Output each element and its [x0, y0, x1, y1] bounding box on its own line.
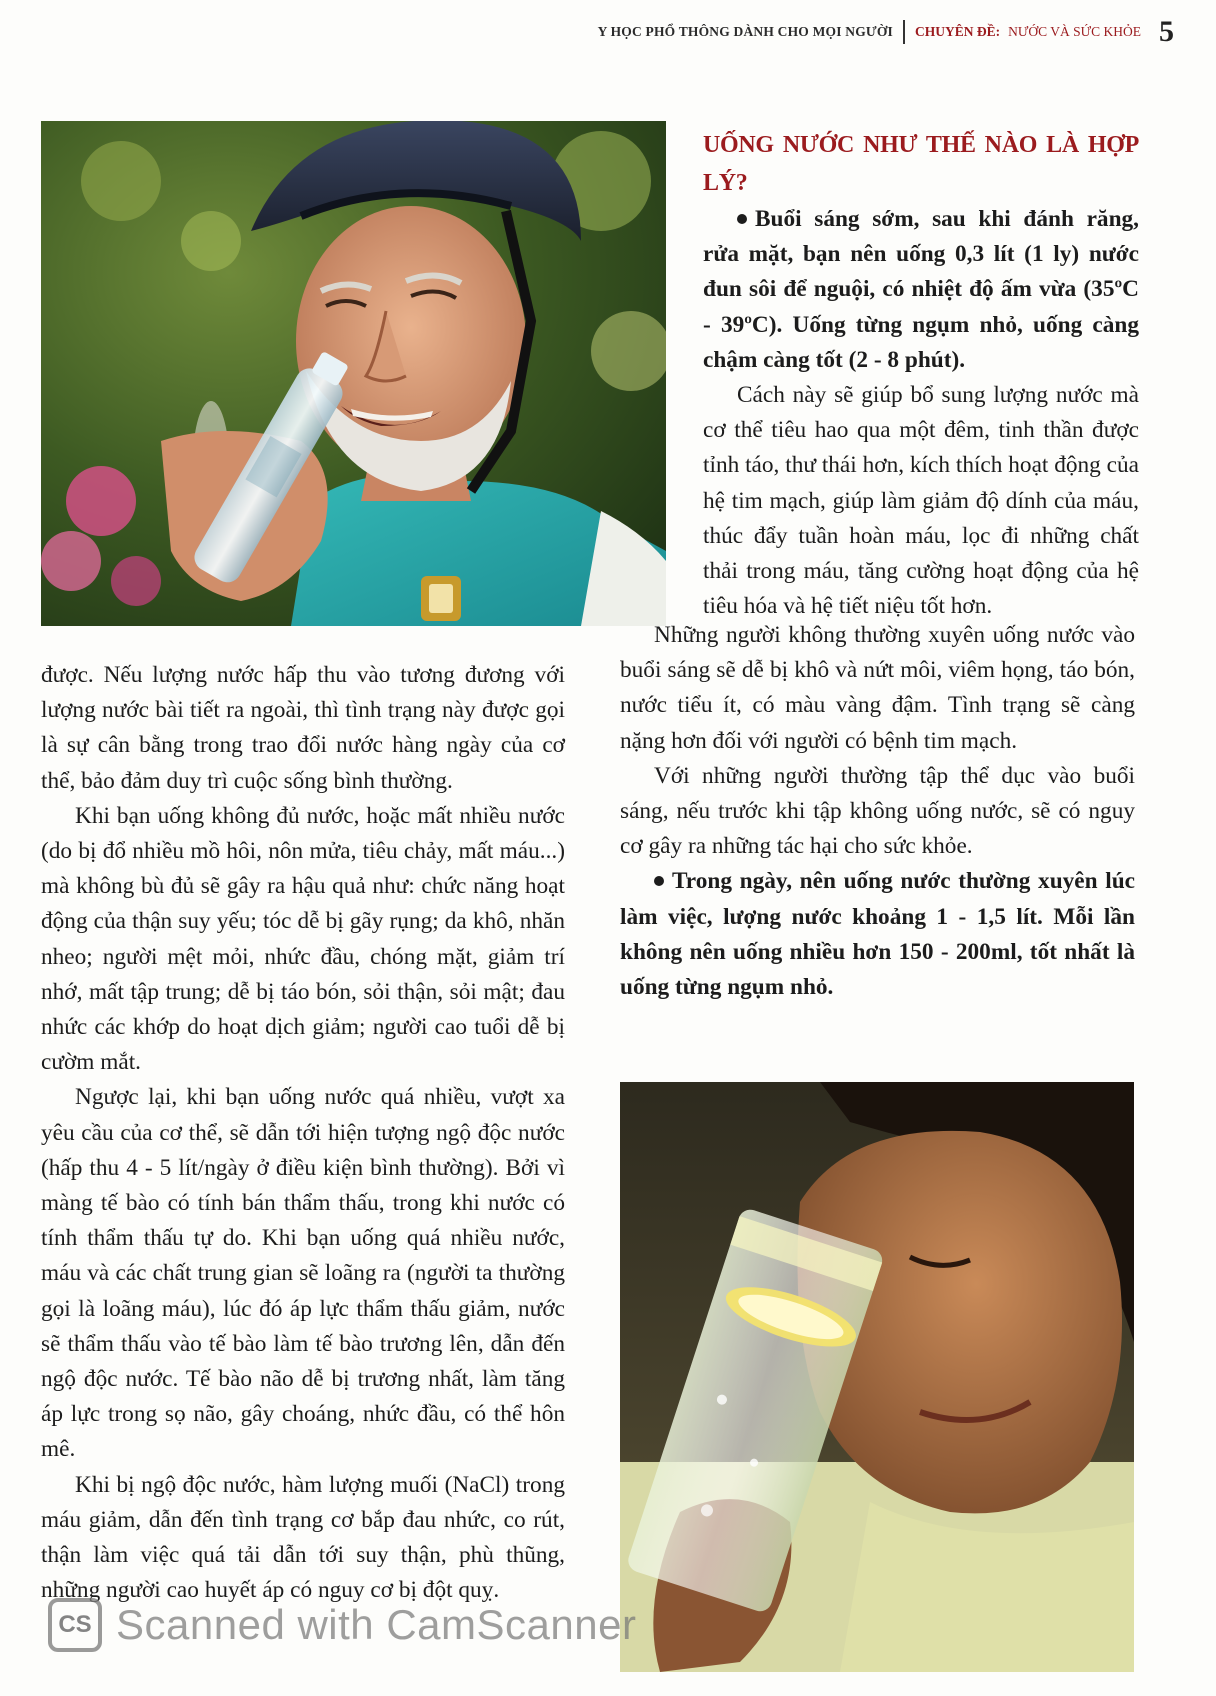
running-header [598, 12, 1174, 52]
photo-man-drinking-water [41, 121, 666, 626]
camscanner-logo-icon: CS [48, 1598, 102, 1652]
section-heading: UỐNG NƯỚC NHƯ THẾ NÀO LÀ HỢP LÝ? [703, 132, 1139, 196]
photo-woman-drinking-water [620, 1082, 1134, 1672]
paragraph-dehydration: Khi bạn uống không đủ nước, hoặc mất nhiều nước (do bị đổ nhiều mồ hôi, nôn mửa, tiêu chảy, mất máu...) mà không bù đủ sẽ gây ra hậu quả như: chức năng hoạt động của thận suy yếu; tóc dễ bị gãy rụng; da khô, nhăn nheo; người mệt mỏi, nhức đầu, chóng mặt, giảm trí nhớ, mất tập trung; dễ bị táo bón, sỏi thận, sỏi mật; đau nhức các khớp do hoạt dịch giảm; người cao tuổi dễ bị cườm mắt. [41, 802, 565, 1076]
bullet-during-day-text: Trong ngày, nên uống nước thường xuyên lúc làm việc, lượng nước khoảng 1 - 1,5 lít. Mỗi lần không nên uống nhiều hơn 150 - 200ml, tốt nhất là uống từng ngụm nhỏ. [620, 868, 1135, 1001]
paragraph-overhydration: Ngược lại, khi bạn uống nước quá nhiều, vượt xa yêu cầu của cơ thể, sẽ dẫn tới hiện tượng ngộ độc nước (hấp thu 4 - 5 lít/ngày ở điều kiện bình thường). Bởi vì màng tế bào có tính bán thẩm thấu, trong khi nước có tính thẩm thấu tự do. Khi bạn uống quá nhiều nước, máu và các chất trung gian sẽ loãng ra (người ta thường gọi là loãng máu), lúc đó áp lực thẩm thấu giảm, nước sẽ thẩm thấu vào tế bào làm tế bào trương lên, dẫn đến ngộ độc nước. Tế bào não dễ bị trương nhất, làm tăng áp lực trong sọ não, gây choáng, nhức đầu, có thể hôn mê. [41, 1084, 565, 1463]
publication-title: Y HỌC PHỔ THÔNG DÀNH CHO MỌI NGƯỜI [597, 24, 894, 39]
paragraph-benefits: Cách này sẽ giúp bổ sung lượng nước mà cơ thể tiêu hao qua một đêm, tinh thần được tỉnh táo, thư thái hơn, kích thích hoạt động của hệ tim mạch, giúp làm giảm độ dính của máu, thúc đẩy tuần hoàn máu, lọc đi những chất thải trong máu, tăng cường hoạt động của hệ tiêu hóa và hệ tiết niệu tốt hơn. [703, 382, 1139, 620]
paragraph-water-intoxication: Khi bị ngộ độc nước, hàm lượng muối (NaCl) trong máu giảm, dẫn đến tình trạng cơ bắp đau nhức, co rút, thận làm việc quá tải dẫn tới suy thận, phù thũng, những người cao huyết áp có nguy cơ bị đột quỵ. [41, 1471, 565, 1604]
paragraph-exercise: Với những người thường tập thể dục vào buổi sáng, nếu trước khi tập không uống nước, sẽ có nguy cơ gây ra những tác hại cho sức khỏe. [620, 762, 1135, 860]
bullet-icon [737, 214, 747, 224]
bullet-icon [654, 876, 664, 886]
right-column-top [703, 126, 1139, 624]
camscanner-watermark [48, 1598, 636, 1652]
topic-label: CHUYÊN ĐỀ: [915, 24, 1001, 39]
left-column [41, 658, 565, 1608]
header-divider [903, 20, 905, 44]
bullet-morning-water [703, 202, 1139, 378]
watermark-text: Scanned with CamScanner [116, 1601, 637, 1648]
bullet-during-day [620, 864, 1135, 1005]
photo-man-illustration [41, 121, 666, 626]
bullet-morning-text: Buổi sáng sớm, sau khi đánh răng, rửa mặt, bạn nên uống 0,3 lít (1 ly) nước đun sôi để nguội, có nhiệt độ ấm vừa (35ºC - 39ºC). Uống từng ngụm nhỏ, uống càng chậm càng tốt (2 - 8 phút). [703, 206, 1139, 373]
topic-title: NƯỚC VÀ SỨC KHỎE [1008, 24, 1141, 39]
photo-woman-illustration [620, 1082, 1134, 1672]
paragraph-water-balance: được. Nếu lượng nước hấp thu vào tương đương với lượng nước bài tiết ra ngoài, thì tình trạng này được gọi là sự cân bằng trong trao đổi nước hàng ngày của cơ thể, bảo đảm duy trì cuộc sống bình thường. [41, 662, 565, 794]
right-column-middle [620, 618, 1135, 1005]
paragraph-not-drinking-morning: Những người không thường xuyên uống nước vào buổi sáng sẽ dễ bị khô và nứt môi, viêm họng, táo bón, nước tiểu ít, có màu vàng đậm. Tình trạng sẽ càng nặng hơn đối với người có bệnh tim mạch. [620, 622, 1135, 754]
page-number: 5 [1159, 15, 1174, 48]
